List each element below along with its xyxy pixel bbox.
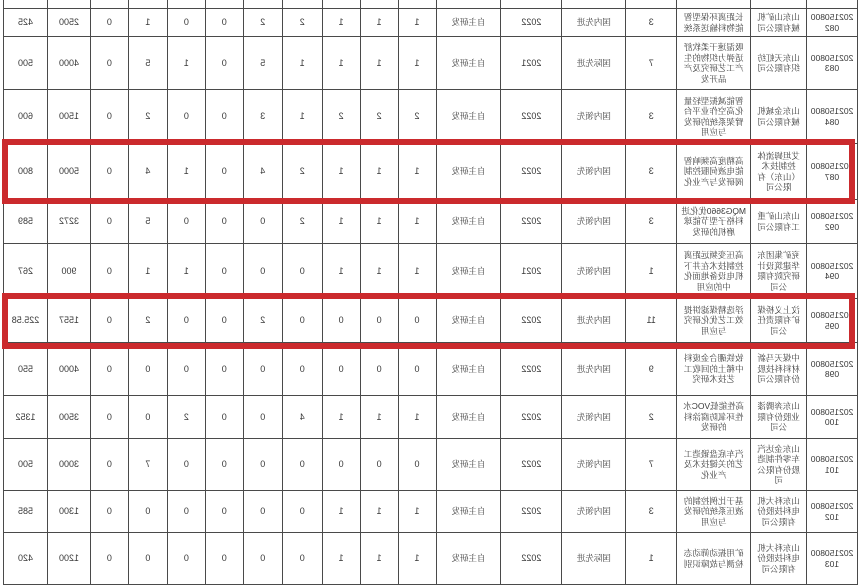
cell-metric-2: 1 <box>360 396 398 439</box>
cell-metric-9: 0 <box>90 343 128 396</box>
cell-title: 基于比例控制的液压系统的研发与应用 <box>676 491 750 533</box>
cell-amount-result: 800 <box>3 144 47 200</box>
table-row <box>3 200 857 244</box>
cell-amount-total: 2500 <box>47 9 90 37</box>
cell-company: 山东山矿机械有限公司 <box>750 9 806 37</box>
cell-metric-1: 1 <box>398 144 436 200</box>
cell-metric-1: 1 <box>398 37 436 90</box>
cell-metric-6: 0 <box>205 9 243 37</box>
cell-metric-1: 1 <box>398 9 436 37</box>
cell-metric-9: 0 <box>90 144 128 200</box>
cell-amount-result <box>3 0 47 9</box>
cell-metric-5: 2 <box>243 299 282 343</box>
cell-metric-4: 4 <box>282 396 322 439</box>
cell-id: 202150800095 <box>806 299 857 343</box>
cell-metric-6: 0 <box>205 533 243 585</box>
cell-title: 矿用振动筛动态检测与故障识别 <box>676 533 750 585</box>
cell-amount-result: 589 <box>3 200 47 244</box>
table-row <box>3 343 857 396</box>
cell-method: 自主研发 <box>436 439 501 491</box>
cell-metric-4: 1 <box>282 37 322 90</box>
cell-title: 钕铁硼合金废料中稀土的回收工艺技术研究 <box>676 343 750 396</box>
cell-metric-7 <box>167 0 205 9</box>
cell-metric-1: 0 <box>398 343 436 396</box>
cell-metric-6: 0 <box>205 491 243 533</box>
cell-metric-7: 0 <box>167 299 205 343</box>
cell-metric-3: 1 <box>322 533 360 585</box>
cell-metric-9: 0 <box>90 533 128 585</box>
cell-amount-total: 1557 <box>47 299 90 343</box>
cell-count: 7 <box>625 37 676 90</box>
cell-method <box>436 0 501 9</box>
cell-amount-result: 1352 <box>3 396 47 439</box>
cell-metric-7: 2 <box>167 396 205 439</box>
cell-amount-total: 5000 <box>47 144 90 200</box>
cell-metric-5: 2 <box>243 9 282 37</box>
cell-metric-8: 2 <box>128 90 167 144</box>
cell-metric-3: 1 <box>322 200 360 244</box>
cell-metric-6: 0 <box>205 299 243 343</box>
cell-level: 国际先进 <box>561 37 625 90</box>
cell-metric-9: 0 <box>90 90 128 144</box>
cell-metric-8: 0 <box>128 491 167 533</box>
cell-metric-3: 1 <box>322 491 360 533</box>
cell-metric-1: 1 <box>398 533 436 585</box>
cell-title: 长距离环保型智能物料输送系统 <box>676 9 750 37</box>
cell-metric-1: 0 <box>398 299 436 343</box>
cell-metric-4: 1 <box>282 90 322 144</box>
cell-metric-7: 0 <box>167 439 205 491</box>
cell-metric-4: 0 <box>282 533 322 585</box>
cell-level <box>561 0 625 9</box>
table-row-clipped <box>3 0 857 9</box>
cell-title: 智能减振型轻量化高空作业平台臂架系统的研发与应用 <box>676 90 750 144</box>
cell-company: 山东奔腾漆业股份有限公司 <box>750 396 806 439</box>
cell-count: 9 <box>625 343 676 396</box>
cell-company: 汶上义桥煤矿有限责任公司 <box>750 299 806 343</box>
table-row <box>3 491 857 533</box>
cell-metric-9: 0 <box>90 37 128 90</box>
cell-id: 202150800103 <box>806 533 857 585</box>
cell-company: 山东山矿重工有限公司 <box>750 200 806 244</box>
cell-year: 2022 <box>500 200 561 244</box>
cell-metric-8: 1 <box>128 9 167 37</box>
cell-amount-total: 4000 <box>47 37 90 90</box>
cell-method: 自主研发 <box>436 491 501 533</box>
cell-metric-9 <box>90 0 128 9</box>
table-row <box>3 244 857 299</box>
cell-metric-5: 0 <box>243 343 282 396</box>
cell-year: 2021 <box>500 244 561 299</box>
cell-level: 国内先进 <box>561 9 625 37</box>
cell-metric-8: 7 <box>128 439 167 491</box>
cell-amount-total <box>47 0 90 9</box>
cell-metric-7: 1 <box>167 37 205 90</box>
cell-metric-8: 0 <box>128 533 167 585</box>
cell-method: 自主研发 <box>436 299 501 343</box>
cell-method: 自主研发 <box>436 9 501 37</box>
cell-metric-5: 5 <box>243 37 282 90</box>
cell-metric-4: 2 <box>282 144 322 200</box>
cell-metric-1: 1 <box>398 491 436 533</box>
cell-metric-6: 0 <box>205 439 243 491</box>
cell-metric-1 <box>398 0 436 9</box>
cell-title: 吸湿速干柔软舒适弹力织物的生产工艺研究及产品开发 <box>676 37 750 90</box>
cell-title: MQG3660优化进料格子型节能球磨机的研发 <box>676 200 750 244</box>
cell-method: 自主研发 <box>436 90 501 144</box>
cell-company: 山东科大机电科技股份有限公司 <box>750 491 806 533</box>
cell-metric-1: 2 <box>398 90 436 144</box>
cell-metric-4: 0 <box>282 439 322 491</box>
cell-metric-9: 0 <box>90 439 128 491</box>
cell-metric-1: 0 <box>398 439 436 491</box>
cell-metric-3: 1 <box>322 9 360 37</box>
cell-metric-3: 0 <box>322 439 360 491</box>
cell-metric-4: 0 <box>282 343 322 396</box>
cell-metric-2: 0 <box>360 439 398 491</box>
cell-metric-9: 0 <box>90 9 128 37</box>
cell-title: 高压变频远距离控制技术在井下机电设备地面化中的应用 <box>676 244 750 299</box>
cell-metric-8: 5 <box>128 37 167 90</box>
cell-metric-7: 1 <box>167 244 205 299</box>
cell-count: 7 <box>625 439 676 491</box>
cell-year: 2021 <box>500 37 561 90</box>
cell-metric-7: 0 <box>167 200 205 244</box>
cell-level: 国内领先 <box>561 144 625 200</box>
cell-company: 山东科大机电科技股份有限公司 <box>750 533 806 585</box>
cell-year: 2022 <box>500 299 561 343</box>
cell-count: 3 <box>625 491 676 533</box>
cell-metric-8: 0 <box>128 343 167 396</box>
cell-year: 2022 <box>500 491 561 533</box>
cell-company: 山东金城机械有限公司 <box>750 90 806 144</box>
highlight-box-row-087 <box>2 139 855 204</box>
cell-metric-1: 1 <box>398 244 436 299</box>
cell-metric-6 <box>205 0 243 9</box>
cell-id: 202150800100 <box>806 396 857 439</box>
cell-metric-5: 3 <box>243 90 282 144</box>
cell-company: 艾坦姆流体控制技术（山东）有限公司 <box>750 144 806 200</box>
cell-metric-2: 0 <box>360 299 398 343</box>
table-row <box>3 533 857 585</box>
cell-count <box>625 0 676 9</box>
cell-metric-3: 1 <box>322 244 360 299</box>
cell-metric-5: 0 <box>243 200 282 244</box>
cell-metric-6: 0 <box>205 90 243 144</box>
cell-metric-5: 4 <box>243 144 282 200</box>
cell-metric-3: 2 <box>322 90 360 144</box>
cell-company: 山东金达汽车零件制造股份有限公司 <box>750 439 806 491</box>
cell-metric-7: 0 <box>167 343 205 396</box>
cell-amount-result: 267 <box>3 244 47 299</box>
cell-metric-9: 0 <box>90 491 128 533</box>
cell-id: 202150800101 <box>806 439 857 491</box>
cell-metric-2: 1 <box>360 491 398 533</box>
cell-metric-4: 0 <box>282 244 322 299</box>
cell-count: 3 <box>625 144 676 200</box>
cell-level: 国际先进 <box>561 533 625 585</box>
cell-count: 1 <box>625 533 676 585</box>
cell-amount-total: 3000 <box>47 439 90 491</box>
cell-metric-8: 5 <box>128 200 167 244</box>
cell-title: 浮选精煤滤饼提效工艺优化研究与应用 <box>676 299 750 343</box>
cell-level: 国内领先 <box>561 491 625 533</box>
cell-metric-1: 1 <box>398 200 436 244</box>
cell-metric-4: 0 <box>282 491 322 533</box>
cell-count: 3 <box>625 200 676 244</box>
cell-amount-result: 420 <box>3 533 47 585</box>
cell-metric-4: 2 <box>282 9 322 37</box>
cell-id: 202150800102 <box>806 491 857 533</box>
cell-amount-total: 3272 <box>47 200 90 244</box>
cell-metric-6: 0 <box>205 396 243 439</box>
cell-metric-3: 0 <box>322 299 360 343</box>
table-row <box>3 439 857 491</box>
cell-metric-2: 1 <box>360 200 398 244</box>
cell-level: 国内领先 <box>561 200 625 244</box>
cell-method: 自主研发 <box>436 244 501 299</box>
cell-level: 国内领先 <box>561 439 625 491</box>
cell-metric-7: 1 <box>167 144 205 200</box>
cell-metric-8: 0 <box>128 396 167 439</box>
cell-level: 国内领先 <box>561 244 625 299</box>
cell-metric-5: 0 <box>243 244 282 299</box>
cell-metric-8: 1 <box>128 244 167 299</box>
cell-metric-2: 1 <box>360 533 398 585</box>
cell-metric-6: 0 <box>205 244 243 299</box>
table-row <box>3 396 857 439</box>
cell-id: 202150800083 <box>806 37 857 90</box>
cell-metric-6: 0 <box>205 37 243 90</box>
cell-method: 自主研发 <box>436 396 501 439</box>
cell-metric-8: 2 <box>128 299 167 343</box>
cell-metric-3: 1 <box>322 396 360 439</box>
cell-title: 高精度高频响智能电液伺服控制阀研发与产业化 <box>676 144 750 200</box>
cell-id: 202150800098 <box>806 343 857 396</box>
cell-metric-5 <box>243 0 282 9</box>
cell-level: 国内先进 <box>561 343 625 396</box>
cell-id: 202150800082 <box>806 9 857 37</box>
table-row <box>3 9 857 37</box>
cell-company: 山东天虹纺织有限公司 <box>750 37 806 90</box>
cell-metric-1: 1 <box>398 396 436 439</box>
cell-metric-9: 0 <box>90 396 128 439</box>
cell-amount-total: 3500 <box>47 396 90 439</box>
cell-metric-9: 0 <box>90 299 128 343</box>
cell-metric-7: 0 <box>167 9 205 37</box>
cell-method: 自主研发 <box>436 343 501 396</box>
cell-amount-result: 225.58 <box>3 299 47 343</box>
cell-count: 11 <box>625 299 676 343</box>
cell-method: 自主研发 <box>436 37 501 90</box>
cell-company <box>750 0 806 9</box>
cell-count: 3 <box>625 9 676 37</box>
cell-company: 中煤天马新材料科技股份有限公司 <box>750 343 806 396</box>
cell-year: 2022 <box>500 439 561 491</box>
cell-amount-total: 1300 <box>47 491 90 533</box>
cell-metric-7: 0 <box>167 90 205 144</box>
cell-metric-2: 1 <box>360 37 398 90</box>
cell-metric-5: 0 <box>243 439 282 491</box>
cell-metric-8: 4 <box>128 144 167 200</box>
cell-amount-result: 500 <box>3 439 47 491</box>
cell-amount-result: 425 <box>3 9 47 37</box>
cell-year <box>500 0 561 9</box>
cell-count: 2 <box>625 396 676 439</box>
cell-amount-total: 4000 <box>47 343 90 396</box>
cell-year: 2022 <box>500 396 561 439</box>
cell-metric-6: 0 <box>205 144 243 200</box>
cell-count: 1 <box>625 244 676 299</box>
cell-metric-7: 0 <box>167 491 205 533</box>
cell-amount-result: 600 <box>3 90 47 144</box>
cell-method: 自主研发 <box>436 533 501 585</box>
cell-metric-3: 1 <box>322 37 360 90</box>
cell-title: 高性能低VOC水性环氧防腐涂料的研发 <box>676 396 750 439</box>
cell-method: 自主研发 <box>436 144 501 200</box>
cell-metric-3: 0 <box>322 343 360 396</box>
cell-metric-6: 0 <box>205 343 243 396</box>
cell-amount-result: 500 <box>3 37 47 90</box>
cell-metric-9: 0 <box>90 200 128 244</box>
cell-metric-2: 1 <box>360 244 398 299</box>
cell-level: 国内领先 <box>561 396 625 439</box>
cell-title <box>676 0 750 9</box>
cell-metric-5: 0 <box>243 396 282 439</box>
cell-year: 2022 <box>500 144 561 200</box>
table-row <box>3 90 857 144</box>
cell-metric-2: 0 <box>360 343 398 396</box>
cell-year: 2022 <box>500 343 561 396</box>
cell-metric-3 <box>322 0 360 9</box>
cell-amount-total: 1200 <box>47 533 90 585</box>
cell-method: 自主研发 <box>436 200 501 244</box>
cell-metric-4: 0 <box>282 299 322 343</box>
cell-metric-2: 1 <box>360 9 398 37</box>
cell-year: 2022 <box>500 90 561 144</box>
cell-level: 国内领先 <box>561 90 625 144</box>
cell-metric-9: 0 <box>90 244 128 299</box>
cell-amount-total: 900 <box>47 244 90 299</box>
highlight-box-row-095 <box>2 293 855 349</box>
cell-year: 2022 <box>500 533 561 585</box>
cell-company: 兖矿集团东华建筑设计研究院有限公司 <box>750 244 806 299</box>
cell-id: 202150800087 <box>806 144 857 200</box>
cell-id <box>806 0 857 9</box>
cell-amount-result: 550 <box>3 343 47 396</box>
cell-count: 3 <box>625 90 676 144</box>
cell-metric-3: 1 <box>322 144 360 200</box>
cell-amount-total: 1500 <box>47 90 90 144</box>
cell-id: 202150800094 <box>806 244 857 299</box>
cell-title: 汽车底盘锻造工艺的关键技术及产业化 <box>676 439 750 491</box>
cell-metric-4 <box>282 0 322 9</box>
cell-metric-6: 0 <box>205 200 243 244</box>
cell-id: 202150800092 <box>806 200 857 244</box>
cell-amount-result: 585 <box>3 491 47 533</box>
cell-metric-8 <box>128 0 167 9</box>
table-row <box>3 37 857 90</box>
cell-year: 2022 <box>500 9 561 37</box>
cell-id: 202150800084 <box>806 90 857 144</box>
cell-metric-2: 2 <box>360 90 398 144</box>
cell-metric-7: 0 <box>167 533 205 585</box>
cell-metric-2: 1 <box>360 144 398 200</box>
cell-level: 国内先进 <box>561 299 625 343</box>
cell-metric-4: 2 <box>282 200 322 244</box>
cell-metric-5: 0 <box>243 533 282 585</box>
cell-metric-2 <box>360 0 398 9</box>
cell-metric-5: 0 <box>243 491 282 533</box>
